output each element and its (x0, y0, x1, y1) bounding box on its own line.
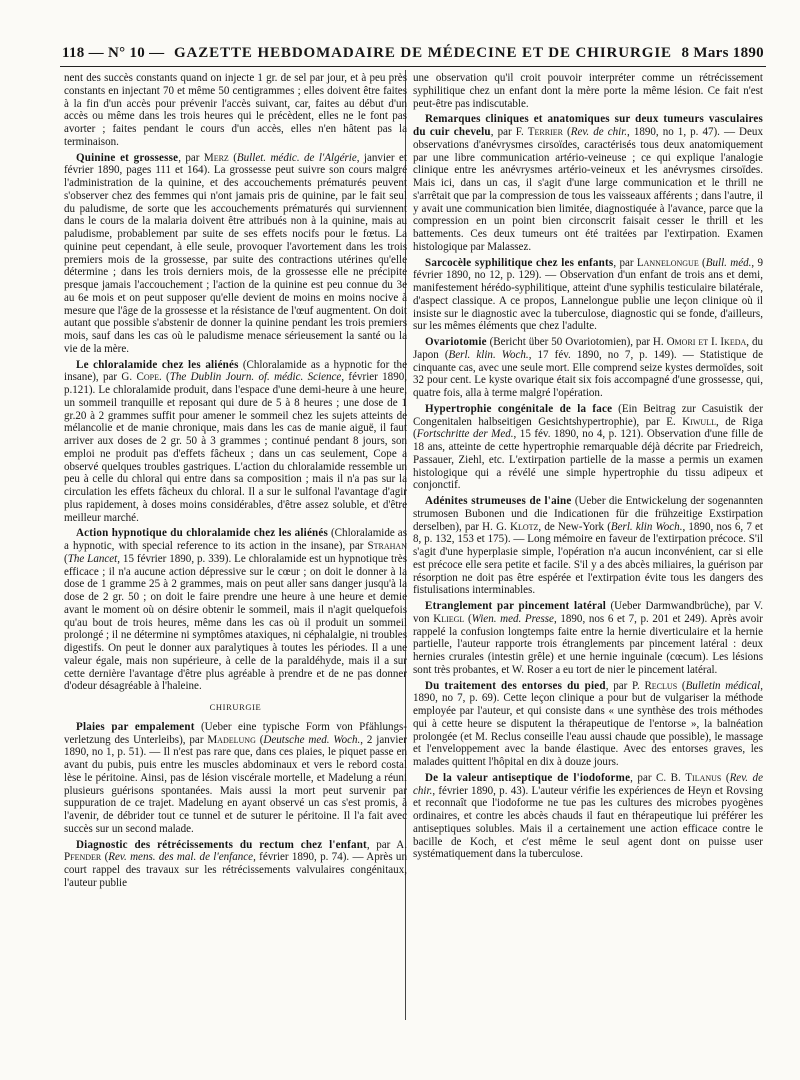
article-prefix: (Chloralamide as a hypnotic for the insane), par G. (64, 358, 407, 384)
article-prefix: , par P. (605, 679, 645, 692)
continued-paragraph: une observation qu'il croit pouvoir interpréter comme un rétrécissement syphilitique chez un enfant dont la mère porte la même lésion. Ce fait n'est peut-être pas indiscutable. (413, 72, 763, 110)
article-source: The Lancet (67, 552, 118, 565)
article-prefix: , par (613, 256, 637, 269)
article-source: Rev. de chir. (570, 126, 628, 138)
article-body: , 1890, no 1, p. 47). — Deux observations d'anévrysmes cirsoïdes, caractérisés tous deux anatomiquement par une libre communication artério-veineuse ; ce qui explique l'analogie clinique entre les anévrysmes artério-veineux et les anévrysmes cirsoïdes. Mais ici, dans un cas, il s'agit d'une large communication et le thrill ne s'arrêtait que par la compression de tous les vaisseaux afférents ; dans l'autre, il y avait une communication bien limitée, diagnostiquée à l'avance, parce que la compression en un point bien circonscrit faisait cesser le thrill et les battements. Ces deux tumeurs ont été traitées par l'extirpation. Examen histologique par Malassez. (413, 126, 763, 253)
article-sep: ( (562, 126, 571, 138)
article-title: Hypertrophie congénitale de la face (425, 402, 613, 415)
article-source: Berl. klin Woch. (610, 520, 683, 533)
article-source: Berl. klin. Woch. (448, 348, 529, 361)
article-source: Bullet. médic. de l'Algérie (236, 151, 357, 164)
article-author: Reclus (644, 679, 678, 692)
article-entorses (413, 680, 763, 769)
page-number: 118 — N° 10 — (62, 45, 165, 61)
article-source: Deutsche med. Woch. (263, 733, 361, 746)
article-prefix: , par C. B. (630, 771, 686, 784)
right-column (413, 72, 763, 864)
article-sarcocele (413, 257, 763, 334)
article-title: Sarcocèle syphilitique chez les enfants (425, 256, 614, 269)
header-rule (60, 66, 766, 67)
article-prefix: (Bericht über 50 Ovariotomien), par H. (486, 336, 667, 348)
article-body: , 1890, nos 6 et 7, p. 201 et 249). Après avoir rappelé la confusion longtemps faite entre la hernie diverticulaire et la hernie partielle, l'auteur rapporte trois étranglements par pincement latéral : deux hernies crurales (intestin grêle) et une hernie inguinale (cœcum). Les lésions sont très probantes, et W. Roser a eu tort de nier le pincement latéral. (413, 612, 763, 676)
article-chloralamide-alienes (64, 359, 407, 525)
article-title: Du traitement des entorses du pied (425, 679, 606, 692)
article-ovariotomie (413, 336, 763, 400)
article-sep: ( (721, 771, 730, 784)
article-quinine (64, 152, 407, 356)
article-sep: ( (677, 679, 686, 692)
article-author: Tilanus (685, 771, 722, 784)
article-author: Omori et I. Ikeda (666, 336, 747, 348)
article-source: Rev. mens. des mal. de l'enfance (108, 851, 254, 864)
article-author: Terrier (527, 126, 563, 138)
article-body: , 15 fév. 1890, no 4, p. 121). Observation d'une fille de 18 ans, atteinte de cette hypertrophie remarquable déjà décrite par Friedreich, Passauer, Ziehl, etc. L'extirpation partielle de la masse a permis un examen histologique qui a révélé une simple hypertrophie du tissu adipeux et conjonctif. (413, 428, 763, 492)
article-prefix: (Ueber Darmwandbrüche), par V. von (413, 600, 763, 625)
article-author: Strahan (367, 540, 407, 552)
article-body: , 1890, nos 6, 7 et 8, p. 132, 153 et 175). — Long mémoire en faveur de l'extirpation précoce. S'il s'agit d'une hyperplasie simple, l'opération n'a aucun inconvénient, car si elle est précoce elle sera petite et facile. S'il y a des abcès miliaires, la guérison par résorption ne doit pas être espérée et l'extirpation évite tous les dangers des fistulisations interminables. (413, 520, 763, 597)
article-prefix: (Ein Beitrag zur Casuistik der Congenitalen halbseitigen Gesichtshypertrophie), par E. (413, 402, 763, 428)
article-prefix: (Ueber eine typische Form von Pfählungs-verletzung des Unterleibs), par (64, 720, 407, 746)
article-author: Madelung (207, 733, 256, 746)
article-tumeurs-vasculaires (413, 113, 763, 253)
article-title: Ovariotomie (425, 336, 487, 348)
article-body: , janvier et février 1890, pages 111 et 164). La grossesse peut suivre son cours malgré l'administration de la quinine, et des accouchements prématurés peuvent s'observer chez des femmes qui n'ont jamais pris de quinine, par le fait seul du paludisme, de sorte que les accouchements prématurés qui surviennent dans le cours de la malaria doivent être attribués non à la quinine, mais au paludisme, probablement par suite de ses effets nocifs pour le fœtus. La quinine peut cependant, à elle seule, provoquer l'avortement dans les trois premiers mois de la grossesse, par suite des contractions utérines qu'elle détermine ; dans les trois derniers mois, de la grossesse elle ne précipite presque jamais l'accouchement ; l'action de la quinine est peu connue du 3e au 6e mois et on peut supposer qu'elle devient de moins en moins nocive à mesure que l'âge de la grossesse et la résistance de l'œuf augmentent. On doit autant que possible s'abstenir de donner la quinine pendant les trois premiers mois, sauf dans les cas où le paludisme menace sérieusement la santé ou la vie de la mère. (64, 151, 407, 355)
article-title: Remarques cliniques et anatomiques sur deux tumeurs vasculaires du cuir chevelu (413, 113, 763, 138)
article-etranglement (413, 600, 763, 677)
article-body: , 9 février 1890, no 12, p. 129). — Observation d'un enfant de trois ans et demi, manifestement hérédo-syphilitique, atteint d'une syphilis testiculaire bilatérale, d'aspect classique. A ce propos, Lannelongue publie une leçon clinique où il insiste sur le diagnostic avec la tuberculose, diagnostic qui se fonde, d'ailleurs, sur les mêmes éléments que chez l'adulte. (413, 256, 763, 333)
article-sep: ( (255, 733, 264, 746)
article-title: Etranglement par pincement latéral (425, 600, 607, 612)
article-title: Le chloralamide chez les aliénés (76, 358, 239, 371)
continued-paragraph: nent des succès constants quand on injecte 1 gr. de sel par jour, et à peu près constants en injectant 70 et même 50 centigrammes ; elles doivent être faites à la fin d'un accès pour prévenir l'accès suivant, car, faites au début d'un accès ou même dans les trois heures qui le précèdent, elles ne le font pas avorter ; faites pendant le cours d'un accès, elles n'en hâtent pas la terminaison. (64, 72, 407, 148)
article-source: Bulletin médical (685, 679, 761, 692)
article-source: Wien. med. Presse (471, 612, 554, 625)
article-author: Cope (136, 371, 159, 384)
article-body: , février 1890, p.121). Le chloralamide produit, dans l'espace d'une demi-heure à une heure, un sommeil tranquille et reposant qui dure de 5 à 8 heures ; une dose de 1 gr.20 à 2 grammes suffit pour amener le sommeil chez les sujets atteints de mélancolie et de manie chronique, mais dans les cas de manie aiguë, il faut arriver aux doses de 2 gr. 50 à 3 grammes ; continué pendant 8 jours, son emploi ne produit pas d'effets fâcheux ; dans un cas seulement, Cope a observé quelques troubles gastriques. L'action du chloralamide ressemble un peu à celle du chloral qui entre dans sa composition ; mais il n'a pas sur la circulation les effets fâcheux du chloral. Il a sur le sulfonal l'avantage d'agir plus rapidement, à doses moins considérables, d'être assez soluble, et d'être meilleur marché. (64, 371, 408, 524)
article-iodoforme (413, 772, 763, 861)
article-hypertrophie-face (413, 403, 763, 492)
article-sep: ( (101, 851, 109, 864)
article-author: Lannelongue (636, 256, 699, 269)
article-body: , février 1890, p. 74). — Après un court rappel des travaux sur les rétrécissements valvulaires congénitaux, l'auteur publie (64, 851, 407, 889)
article-title: Plaies par empalement (76, 720, 195, 733)
article-body: , 1890, no 7, p. 69). Cette leçon clinique a pour but de vulgariser la méthode employée par l'auteur, et qui consiste dans « une synthèse des trois méthodes qui à cette heure se disputent la thérapeutique de l'entorse », la balnéation prolongée (et M. Reclus conseille l'eau aussi chaude que possible), le massage et l'enveloppement avec la bande élastique. Avec des entorses graves, les malades quittent l'hôpital en dix à douze jours. (413, 679, 763, 768)
left-column (64, 72, 407, 893)
article-sep: , de New-York ( (538, 520, 611, 533)
article-sep: ( (64, 552, 68, 565)
article-author: Kiwull (682, 415, 716, 428)
article-plaies-empalement (64, 721, 407, 836)
article-source: The Dublin Journ. of. médic. Science (169, 371, 342, 384)
article-source: Bull. méd. (705, 256, 752, 269)
article-retrecissements-rectum (64, 839, 407, 890)
article-author: Merz (203, 151, 229, 164)
article-author: Kliegl (433, 612, 465, 625)
issue-date: 8 Mars 1890 (681, 45, 764, 61)
article-sep: ( (228, 151, 237, 164)
article-author: Pfender (64, 851, 102, 864)
article-title: Action hypnotique du chloralamide chez les aliénés (76, 527, 328, 540)
article-prefix: , par A. (366, 838, 407, 851)
article-body: , 15 février 1890, p. 339). Le chloralamide est un hypnotique très efficace ; il n'a aucune action dépressive sur le cœur ; on doit le donner à la dose de 1 gramme 25 à 2 grammes, mais on peut aller sans danger jusqu'à la dose de 2 gr. 50 ; on doit le faire prendre une heure à une heure et demie avant le moment où on désire obtenir le sommeil, mais il n'agit quelquefois qu'au bout de trois heures, même dans les cas où il produit un sommeil prolongé ; il ne détermine ni symptômes ataxiques, ni céphalalgie, ni troubles digestifs. On peut le donner aux paralytiques à toutes les périodes. Il a une valeur égale, mais non supérieure, à celle de la paraldéhyde, mais il a sur cette dernière l'avantage d'être plus agréable à prendre et de ne pas donner d'odeur désagréable à l'haleine. (64, 552, 408, 693)
journal-title: GAZETTE HEBDOMADAIRE DE MÉDECINE ET DE CHIRURGIE (173, 45, 672, 61)
article-title: Diagnostic des rétrécissements du rectum chez l'enfant (76, 838, 367, 851)
article-body: , 17 fév. 1890, no 7, p. 149). — Statistique de cinquante cas, avec une seule mort. Elle comprend seize kystes dermoïdes, soit 32 pour cent. Le kyste ovarique était six fois accompagné d'une grossesse, qui, quatre fois, alla à terme malgré l'opération. (413, 348, 763, 399)
article-prefix: (Ueber die Entwickelung der sogenannten strumosen Bubonen und die Indicationen für die frühzeitige Exstirpation derselben), par H. G. (413, 495, 763, 533)
article-source: Fortschritte der Med. (416, 428, 514, 441)
article-sep: ( (464, 612, 472, 625)
section-heading: CHIRURGIE (209, 702, 262, 712)
article-body: , février 1890, p. 43). L'auteur vérifie les expériences de Heyn et Rovsing et reconnaît que l'iodoforme ne tue pas les cultures des microbes pyogènes ordinaires, et contre les abcès chauds il faut en thérapeutique lui préférer les antiseptiques solubles. Mais il a certainement une action efficace contre le bacille de Koch, et c'est même le seul agent dont on puisse user systématiquement dans la tuberculose. (413, 784, 763, 861)
article-author: Klotz (509, 520, 539, 533)
article-prefix: , par (178, 151, 204, 164)
article-sep: ( (698, 256, 706, 269)
article-title: Adénites strumeuses de l'aine (425, 495, 572, 507)
article-title: Quinine et grossesse (76, 151, 179, 164)
article-sep: . ( (158, 371, 170, 384)
article-prefix: (Chloralamide as a hypnotic, with special reference to its action in the insane), par (64, 527, 407, 552)
article-action-hypnotique (64, 527, 407, 693)
article-sep: , du Japon ( (413, 336, 763, 361)
page-header (62, 38, 764, 62)
article-sep: , de Riga ( (413, 415, 763, 441)
article-source: Rev. de chir. (413, 771, 763, 797)
article-body: , 2 janvier 1890, no 1, p. 51). — Il n'est pas rare que, dans ces plaies, le piquet passe en avant du pubis, puis entre les muscles abdominaux et vers le rebord costal lèse le péritoine. Ainsi, pas de lésion viscérale mortelle, et Madelung a réuni plusieurs guérisons spontanées. Mais aussi la mort peut survenir par suppuration de ce trajet. Madelung en ayant observé un cas s'est promis, à l'avenir, de débrider tout ce tunnel et de suturer le péritoine. Il l'a fait avec succès sur un second malade. (64, 733, 407, 835)
article-title: De la valeur antiseptique de l'iodoforme (425, 771, 631, 784)
article-prefix: , par F. (490, 126, 528, 138)
article-adenites-strumeuses (413, 495, 763, 597)
